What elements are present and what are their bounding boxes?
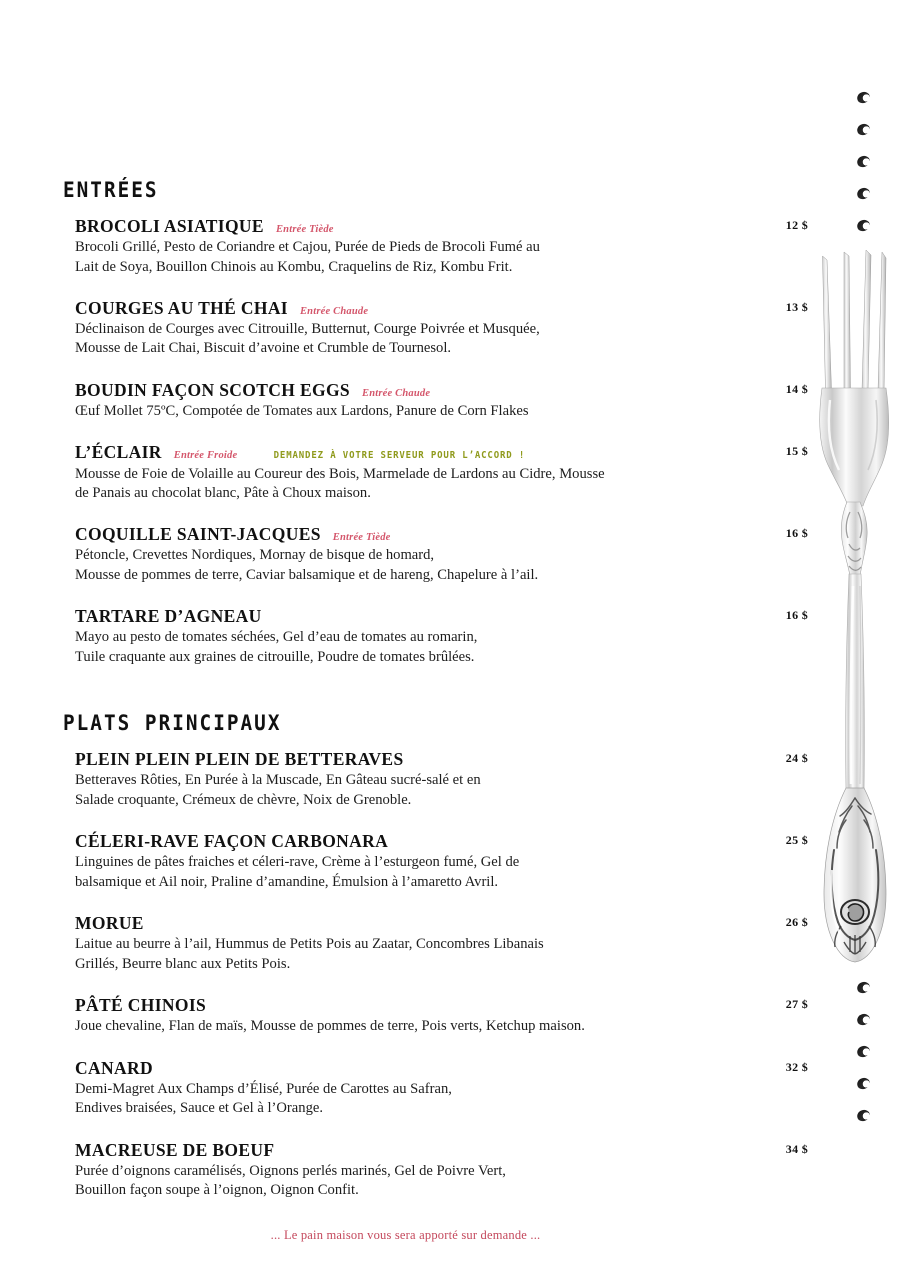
- menu-item-description-line: Pétoncle, Crevettes Nordiques, Mornay de bisque de homard,: [75, 547, 435, 564]
- menu-item-price: 24 $: [785, 751, 808, 766]
- menu-item-temperature-tag: Entrée Froide: [173, 450, 238, 462]
- menu-item-pairing-note: DEMANDEZ À VOTRE SERVEUR POUR L’ACCORD !: [273, 450, 526, 462]
- menu-item-description-line: Mayo au pesto de tomates séchées, Gel d’eau de tomates au romarin,: [75, 629, 478, 646]
- menu-item-description: [75, 1080, 738, 1119]
- menu-item-header: [75, 831, 738, 851]
- menu-item-description-line: balsamique et Ail noir, Praline d’amandine, Émulsion à l’amaretto Avril.: [75, 873, 499, 890]
- menu-item-description-line: Grillés, Beurre blanc aux Petits Pois.: [75, 955, 291, 972]
- menu-item: [63, 524, 808, 585]
- menu-item-description: [75, 402, 738, 421]
- menu-item-description: [75, 853, 738, 892]
- menu-item: [63, 749, 808, 810]
- punch-mark-bottom-2: [855, 1012, 871, 1026]
- menu-item-header: [75, 380, 738, 400]
- punch-mark-bottom-3: [855, 1044, 871, 1058]
- menu-item-price: 26 $: [785, 915, 808, 930]
- menu-item-header: [75, 749, 738, 769]
- menu-item-description: [75, 546, 738, 585]
- menu-item-price: 25 $: [785, 833, 808, 848]
- menu-item-description-line: Joue chevaline, Flan de maïs, Mousse de pommes de terre, Pois verts, Ketchup maison.: [75, 1018, 585, 1035]
- menu-item-description-line: Mousse de Foie de Volaille au Coureur des Bois, Marmelade de Lardons au Cidre, Mousse: [75, 465, 605, 482]
- menu-item-description-line: Endives braisées, Sauce et Gel à l’Orange.: [75, 1100, 323, 1117]
- menu-item-header: [75, 913, 738, 933]
- ornate-silver-fork-image: [806, 250, 898, 970]
- menu-section: [63, 711, 808, 1200]
- menu-item-name: MORUE: [75, 913, 144, 934]
- menu-item-description: [75, 320, 738, 359]
- punch-mark-bottom-5: [855, 1108, 871, 1122]
- menu-item-header: [75, 524, 738, 544]
- menu-item-description-line: Déclinaison de Courges avec Citrouille, Butternut, Courge Poivrée et Musquée,: [75, 321, 540, 338]
- menu-item-description-line: de Panais au chocolat blanc, Pâte à Choux maison.: [75, 484, 371, 501]
- menu-sections: [63, 178, 808, 1200]
- punch-mark-group-top: [852, 92, 874, 231]
- menu-item: [63, 1140, 808, 1201]
- menu-item-name: MACREUSE DE BOEUF: [75, 1139, 275, 1160]
- punch-mark-bottom-1: [855, 980, 871, 994]
- menu-item-header: [75, 442, 738, 462]
- menu-item-description: [75, 628, 738, 667]
- menu-item-description-line: Mousse de pommes de terre, Caviar balsamique et de hareng, Chapelure à l’ail.: [75, 566, 539, 583]
- menu-item: [63, 380, 808, 422]
- punch-mark-bottom-4: [855, 1076, 871, 1090]
- menu-item-description-line: Brocoli Grillé, Pesto de Coriandre et Cajou, Purée de Pieds de Brocoli Fumé au: [75, 239, 540, 256]
- punch-mark-top-1: [855, 90, 871, 104]
- menu-section: [63, 178, 808, 667]
- menu-item: [63, 1058, 808, 1119]
- menu-content: [63, 178, 808, 1243]
- menu-item-description-line: Betteraves Rôties, En Purée à la Muscade, En Gâteau sucré-salé et en: [75, 772, 481, 789]
- menu-item-description-line: Mousse de Lait Chai, Biscuit d’avoine et Crumble de Tournesol.: [75, 340, 452, 357]
- menu-item: [63, 216, 808, 277]
- menu-footnote: ... Le pain maison vous sera apporté sur demande ...: [270, 1228, 541, 1243]
- menu-item-price: 12 $: [785, 218, 808, 232]
- menu-item-description: [75, 238, 738, 277]
- menu-item-price: 15 $: [785, 444, 808, 459]
- menu-item-name: PLEIN PLEIN PLEIN DE BETTERAVES: [75, 749, 404, 770]
- punch-mark-top-3: [855, 154, 871, 168]
- menu-item-temperature-tag: Entrée Chaude: [299, 305, 369, 317]
- menu-item-description: [75, 771, 738, 810]
- menu-item-name: COURGES AU THÉ CHAI: [75, 297, 288, 318]
- menu-item-name: PÂTÉ CHINOIS: [75, 995, 207, 1016]
- menu-item-name: TARTARE D’AGNEAU: [75, 606, 262, 627]
- menu-item: [63, 606, 808, 667]
- menu-item-description-line: Tuile craquante aux graines de citrouille, Poudre de tomates brûlées.: [75, 648, 475, 665]
- menu-item-header: [75, 995, 738, 1015]
- menu-item-price: 27 $: [785, 997, 808, 1012]
- menu-item-header: [75, 606, 738, 626]
- punch-mark-top-2: [855, 122, 871, 136]
- menu-item-name: CÉLERI-RAVE FAÇON CARBONARA: [75, 831, 389, 852]
- menu-item-description: [75, 1017, 738, 1036]
- menu-item: [63, 298, 808, 359]
- menu-item-list: [63, 216, 808, 667]
- menu-item-description-line: Salade croquante, Crémeux de chèvre, Noix de Grenoble.: [75, 791, 412, 808]
- menu-item-header: [75, 1058, 738, 1078]
- menu-item: [63, 913, 808, 974]
- menu-item-description-line: Lait de Soya, Bouillon Chinois au Kombu, Craquelins de Riz, Kombu Frit.: [75, 258, 513, 275]
- punch-mark-top-5: [855, 218, 871, 232]
- section-title: PLATS PRINCIPAUX: [63, 711, 282, 736]
- menu-item-description-line: Œuf Mollet 75ºC, Compotée de Tomates aux Lardons, Panure de Corn Flakes: [75, 403, 529, 419]
- section-title: ENTRÉES: [63, 178, 159, 202]
- menu-item-header: [75, 216, 738, 236]
- punch-mark-group-bottom: [852, 982, 874, 1121]
- menu-item: [63, 442, 808, 503]
- menu-item-header: [75, 298, 738, 318]
- menu-item-header: [75, 1140, 738, 1160]
- menu-item-description-line: Bouillon façon soupe à l’oignon, Oignon Confit.: [75, 1182, 359, 1199]
- menu-item-price: 16 $: [785, 608, 808, 623]
- punch-mark-top-4: [855, 186, 871, 200]
- menu-item-description-line: Linguines de pâtes fraiches et céleri-rave, Crème à l’esturgeon fumé, Gel de: [75, 854, 520, 871]
- menu-item-list: [63, 749, 808, 1200]
- menu-item-name: L’ÉCLAIR: [75, 442, 162, 463]
- menu-item: [63, 995, 808, 1037]
- menu-item: [63, 831, 808, 892]
- menu-item-temperature-tag: Entrée Tiède: [332, 532, 391, 544]
- menu-item-name: BOUDIN FAÇON SCOTCH EGGS: [75, 379, 350, 400]
- menu-item-price: 34 $: [785, 1141, 808, 1156]
- menu-item-description-line: Demi-Magret Aux Champs d’Élisé, Purée de Carottes au Safran,: [75, 1080, 452, 1097]
- menu-item-price: 16 $: [785, 526, 808, 541]
- menu-item-description: [75, 465, 738, 504]
- menu-item-temperature-tag: Entrée Tiède: [275, 224, 334, 235]
- menu-item-name: BROCOLI ASIATIQUE: [75, 216, 264, 236]
- menu-item-price: 14 $: [785, 381, 808, 396]
- menu-item-description: [75, 935, 738, 974]
- menu-item-description-line: Purée d’oignons caramélisés, Oignons perlés marinés, Gel de Poivre Vert,: [75, 1162, 506, 1179]
- menu-item-name: CANARD: [75, 1057, 153, 1078]
- menu-item-description: [75, 1162, 738, 1201]
- menu-item-temperature-tag: Entrée Chaude: [361, 387, 431, 399]
- menu-item-name: COQUILLE SAINT-JACQUES: [75, 524, 321, 545]
- menu-item-description-line: Laitue au beurre à l’ail, Hummus de Petits Pois au Zaatar, Concombres Libanais: [75, 936, 544, 953]
- menu-item-price: 13 $: [785, 299, 808, 314]
- menu-item-price: 32 $: [785, 1059, 808, 1074]
